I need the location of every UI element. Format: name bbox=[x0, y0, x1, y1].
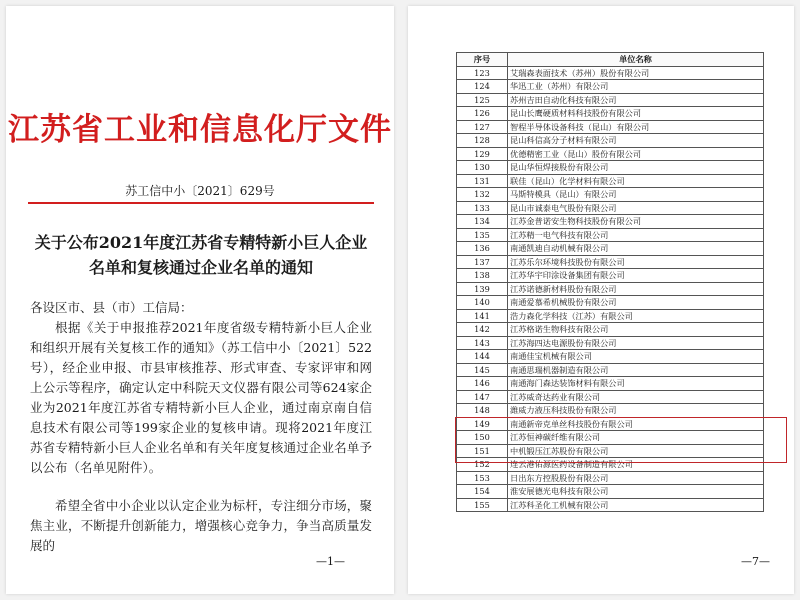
table-row bbox=[457, 431, 764, 445]
row-number: 126 bbox=[457, 107, 508, 121]
row-number: 147 bbox=[457, 390, 508, 404]
company-name: 昆山长鹰硬质材料科技股份有限公司 bbox=[508, 107, 764, 121]
row-number: 152 bbox=[457, 458, 508, 472]
row-number: 139 bbox=[457, 282, 508, 296]
document-number: 苏工信中小〔2021〕629号 bbox=[125, 184, 275, 198]
company-name: 江苏格诺生物科技有限公司 bbox=[508, 323, 764, 337]
company-name: 昆山科信高分子材料有限公司 bbox=[508, 134, 764, 148]
table-row bbox=[457, 201, 764, 215]
table-row bbox=[457, 363, 764, 377]
page-number: —1— bbox=[316, 555, 345, 568]
table-row bbox=[457, 471, 764, 485]
table-row bbox=[457, 350, 764, 364]
company-list-table bbox=[456, 52, 764, 512]
row-number: 155 bbox=[457, 498, 508, 512]
company-name: 南通凯迪自动机械有限公司 bbox=[508, 242, 764, 256]
row-number: 148 bbox=[457, 404, 508, 418]
company-name: 优德精密工业（昆山）股份有限公司 bbox=[508, 147, 764, 161]
company-name: 昆山市诚泰电气股份有限公司 bbox=[508, 201, 764, 215]
company-name: 南通佳宝机械有限公司 bbox=[508, 350, 764, 364]
company-name: 中机锻压江苏股份有限公司 bbox=[508, 444, 764, 458]
row-number: 128 bbox=[457, 134, 508, 148]
row-number: 136 bbox=[457, 242, 508, 256]
company-name: 智程半导体设备科技（昆山）有限公司 bbox=[508, 120, 764, 134]
table-row bbox=[457, 336, 764, 350]
column-header-company: 单位名称 bbox=[508, 53, 764, 67]
company-name: 马斯特模具（昆山）有限公司 bbox=[508, 188, 764, 202]
column-header-number: 序号 bbox=[457, 53, 508, 67]
company-name: 江苏科圣化工机械有限公司 bbox=[508, 498, 764, 512]
body-paragraph: 根据《关于申报推荐2021年度省级专精特新小巨人企业和组织开展有关复核工作的通知》（苏工信中小〔2021〕522号），经企业申报、市县审核推荐、形式审查、专家评审和网上公示等程序，确定认定中科院天文仪器有限公司等624家企业为2021年度江苏省专精特新小巨人企业，通过南京南自信息技术有限公司等199家企业的复核申请。现将2021年度江苏省专精特新小巨人企业名单和有关年度复核通过企业名单予以公布（名单见附件）。 bbox=[30, 320, 372, 475]
row-number: 135 bbox=[457, 228, 508, 242]
table-row bbox=[457, 377, 764, 391]
row-number: 130 bbox=[457, 161, 508, 175]
table-row bbox=[457, 80, 764, 94]
row-number: 123 bbox=[457, 66, 508, 80]
company-name: 日出东方控股股份有限公司 bbox=[508, 471, 764, 485]
company-name: 南通思瑞机器制造有限公司 bbox=[508, 363, 764, 377]
salutation: 各设区市、县（市）工信局： bbox=[30, 300, 193, 315]
table-row bbox=[457, 215, 764, 229]
row-number: 151 bbox=[457, 444, 508, 458]
row-number: 149 bbox=[457, 417, 508, 431]
row-number: 154 bbox=[457, 485, 508, 499]
table-row bbox=[457, 269, 764, 283]
row-number: 133 bbox=[457, 201, 508, 215]
company-name: 江苏乐尔环境科技股份有限公司 bbox=[508, 255, 764, 269]
table-row bbox=[457, 66, 764, 80]
table-row bbox=[457, 323, 764, 337]
table-header-row bbox=[457, 53, 764, 67]
table-row bbox=[457, 296, 764, 310]
table-row bbox=[457, 188, 764, 202]
company-name: 南通海门森达装饰材料有限公司 bbox=[508, 377, 764, 391]
table-row bbox=[457, 390, 764, 404]
company-name: 江苏金普诺安生物科技股份有限公司 bbox=[508, 215, 764, 229]
row-number: 127 bbox=[457, 120, 508, 134]
row-number: 143 bbox=[457, 336, 508, 350]
row-number: 138 bbox=[457, 269, 508, 283]
row-number: 131 bbox=[457, 174, 508, 188]
table-row bbox=[457, 242, 764, 256]
company-name: 江苏诺德新材料股份有限公司 bbox=[508, 282, 764, 296]
table-row bbox=[457, 485, 764, 499]
company-name: 江苏华宇印涂设备集团有限公司 bbox=[508, 269, 764, 283]
company-name: 昆山华恒焊接股份有限公司 bbox=[508, 161, 764, 175]
row-number: 141 bbox=[457, 309, 508, 323]
company-name: 江苏海四达电源股份有限公司 bbox=[508, 336, 764, 350]
company-name: 艾瑞森表面技术（苏州）股份有限公司 bbox=[508, 66, 764, 80]
table-row bbox=[457, 498, 764, 512]
company-name: 南通爱慕希机械股份有限公司 bbox=[508, 296, 764, 310]
table-row bbox=[457, 228, 764, 242]
company-name: 江苏精一电气科技有限公司 bbox=[508, 228, 764, 242]
row-number: 129 bbox=[457, 147, 508, 161]
company-name: 浩力森化学科技（江苏）有限公司 bbox=[508, 309, 764, 323]
header-divider bbox=[28, 202, 374, 204]
company-name: 联佳（昆山）化学材料有限公司 bbox=[508, 174, 764, 188]
row-number: 134 bbox=[457, 215, 508, 229]
company-name: 潍威力液压科技股份有限公司 bbox=[508, 404, 764, 418]
table-row bbox=[457, 282, 764, 296]
table-row bbox=[457, 147, 764, 161]
row-number: 137 bbox=[457, 255, 508, 269]
company-name: 连云港佑源医药设备制造有限公司 bbox=[508, 458, 764, 472]
row-number: 140 bbox=[457, 296, 508, 310]
company-name: 淮安展德光电科技有限公司 bbox=[508, 485, 764, 499]
notice-title: 关于公布2021年度江苏省专精特新小巨人企业名单和复核通过企业名单的通知 bbox=[34, 233, 368, 277]
table-row bbox=[457, 107, 764, 121]
row-number: 142 bbox=[457, 323, 508, 337]
page-number: —7— bbox=[741, 555, 770, 568]
table-row bbox=[457, 309, 764, 323]
document-header: 江苏省工业和信息化厅文件 bbox=[8, 112, 392, 148]
table-row bbox=[457, 255, 764, 269]
row-number: 150 bbox=[457, 431, 508, 445]
table-row bbox=[457, 458, 764, 472]
table-row bbox=[457, 93, 764, 107]
row-number: 144 bbox=[457, 350, 508, 364]
company-name: 华迅工业（苏州）有限公司 bbox=[508, 80, 764, 94]
row-number: 125 bbox=[457, 93, 508, 107]
table-row bbox=[457, 120, 764, 134]
table-row bbox=[457, 417, 764, 431]
company-name: 江苏威奇达药业有限公司 bbox=[508, 390, 764, 404]
table-row bbox=[457, 161, 764, 175]
row-number: 124 bbox=[457, 80, 508, 94]
company-name: 苏州吉田自动化科技有限公司 bbox=[508, 93, 764, 107]
company-name: 南通新帝克单丝科技股份有限公司 bbox=[508, 417, 764, 431]
document-page-left bbox=[6, 6, 394, 594]
row-number: 132 bbox=[457, 188, 508, 202]
company-name: 江苏恒神碳纤维有限公司 bbox=[508, 431, 764, 445]
table-row bbox=[457, 134, 764, 148]
row-number: 153 bbox=[457, 471, 508, 485]
body-paragraph: 希望全省中小企业以认定企业为标杆，专注细分市场，聚焦主业，不断提升创新能力，增强核心竞争力，争当高质量发展的 bbox=[30, 498, 372, 553]
row-number: 146 bbox=[457, 377, 508, 391]
table-row bbox=[457, 444, 764, 458]
table-row bbox=[457, 404, 764, 418]
document-page-right bbox=[408, 6, 794, 594]
table-row bbox=[457, 174, 764, 188]
table-body bbox=[457, 66, 764, 512]
row-number: 145 bbox=[457, 363, 508, 377]
